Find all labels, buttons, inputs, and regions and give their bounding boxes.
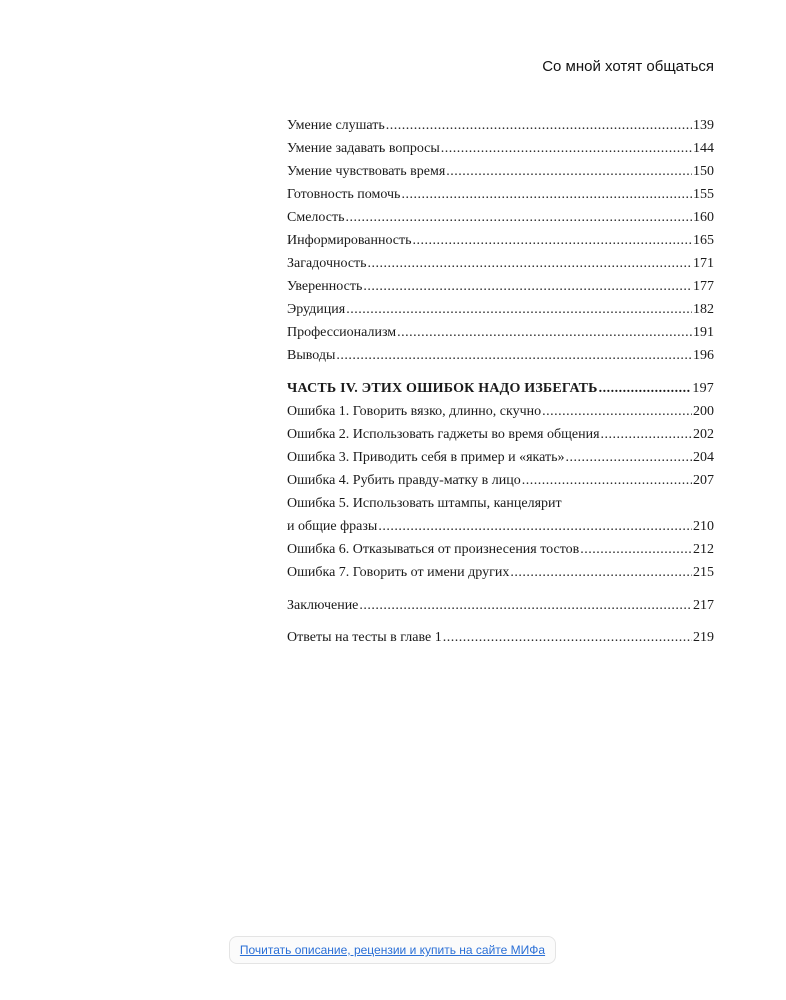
toc-entry-label: Ошибка 6. Отказываться от произнесения тостов [287, 542, 580, 557]
toc-entry-page: 217 [693, 598, 714, 613]
toc-entry-page: 196 [693, 348, 714, 363]
toc-leader-dots [401, 183, 692, 206]
toc-entry [287, 561, 714, 584]
toc-entry-page: 165 [693, 233, 714, 248]
toc-leader-dots [580, 538, 692, 561]
toc-entry-label: Заключение [287, 598, 359, 613]
toc-entry-page: 160 [693, 210, 714, 225]
toc-leader-dots [522, 469, 692, 492]
toc-entry-page: 155 [693, 187, 714, 202]
toc-entry [287, 298, 714, 321]
toc-group-part4 [287, 400, 714, 492]
toc-entry-page: 197 [692, 381, 714, 396]
toc-entry-label: Ошибка 3. Приводить себя в пример и «якать» [287, 450, 565, 465]
toc-entry-page: 215 [693, 565, 714, 580]
toc-entry [287, 446, 714, 469]
toc-entry-label: Умение чувствовать время [287, 164, 446, 179]
toc-group-part4-cont [287, 538, 714, 584]
toc-entry-page: 219 [693, 630, 714, 645]
toc-entry-page: 207 [693, 473, 714, 488]
toc-leader-dots [599, 377, 692, 400]
buy-on-mif-link[interactable]: Почитать описание, рецензии и купить на сайте МИФа [229, 936, 556, 964]
toc-entry-label: Уверенность [287, 279, 363, 294]
toc-entry-label: Ошибка 4. Рубить правду-матку в лицо [287, 473, 521, 488]
toc-entry-label: Умение задавать вопросы [287, 141, 440, 156]
toc-leader-dots [346, 298, 692, 321]
toc-leader-dots [359, 594, 692, 617]
toc-entry-page: 210 [693, 519, 714, 534]
toc-entry-label: Ошибка 7. Говорить от имени других [287, 565, 510, 580]
toc-entry-label: Выводы [287, 348, 336, 363]
toc-part-heading [287, 377, 714, 400]
table-of-contents [287, 114, 714, 649]
toc-entry [287, 344, 714, 367]
toc-entry-label: Загадочность [287, 256, 367, 271]
toc-entry [287, 469, 714, 492]
toc-entry-conclusion [287, 594, 714, 617]
toc-entry [287, 423, 714, 446]
toc-entry-page: 200 [693, 404, 714, 419]
toc-entry-label: ЧАСТЬ IV. ЭТИХ ОШИБОК НАДО ИЗБЕГАТЬ [287, 381, 598, 396]
toc-entry [287, 275, 714, 298]
toc-leader-dots [386, 114, 692, 137]
toc-entry [287, 206, 714, 229]
toc-leader-dots [542, 400, 692, 423]
toc-entry-page: 144 [693, 141, 714, 156]
toc-entry-page: 171 [693, 256, 714, 271]
toc-entry-label: Эрудиция [287, 302, 346, 317]
toc-entry-label: Информированность [287, 233, 412, 248]
toc-entry [287, 538, 714, 561]
toc-leader-dots [443, 626, 692, 649]
toc-entry-label: Готовность помочь [287, 187, 401, 202]
toc-entry-page: 212 [693, 542, 714, 557]
toc-leader-dots [510, 561, 692, 584]
toc-entry-label: Профессионализм [287, 325, 397, 340]
toc-leader-dots [446, 160, 692, 183]
toc-entry-page: 150 [693, 164, 714, 179]
toc-entry-label: Умение слушать [287, 118, 385, 133]
toc-entry-label-line2: и общие фразы [287, 519, 378, 534]
toc-group-part3 [287, 114, 714, 367]
toc-leader-dots [397, 321, 692, 344]
toc-leader-dots [368, 252, 692, 275]
toc-entry-page: 139 [693, 118, 714, 133]
toc-entry [287, 321, 714, 344]
toc-entry-answers [287, 626, 714, 649]
toc-entry-page: 202 [693, 427, 714, 442]
toc-leader-dots [336, 344, 692, 367]
toc-entry-label: Ответы на тесты в главе 1 [287, 630, 442, 645]
toc-entry-page: 182 [693, 302, 714, 317]
toc-entry-page: 204 [693, 450, 714, 465]
toc-entry [287, 183, 714, 206]
toc-entry-label: Ошибка 2. Использовать гаджеты во время общения [287, 427, 600, 442]
toc-entry [287, 229, 714, 252]
toc-leader-dots [441, 137, 692, 160]
toc-leader-dots [601, 423, 692, 446]
toc-entry-label: Смелость [287, 210, 345, 225]
toc-entry [287, 137, 714, 160]
toc-leader-dots [345, 206, 692, 229]
toc-entry [287, 252, 714, 275]
toc-leader-dots [378, 515, 692, 538]
running-head: Со мной хотят общаться [542, 58, 714, 75]
toc-entry-page: 177 [693, 279, 714, 294]
toc-leader-dots [566, 446, 693, 469]
toc-entry [287, 114, 714, 137]
toc-leader-dots [413, 229, 692, 252]
toc-leader-dots [363, 275, 692, 298]
toc-entry-label-line1: Ошибка 5. Использовать штампы, канцелярит [287, 496, 562, 511]
toc-entry-page: 191 [693, 325, 714, 340]
toc-entry [287, 400, 714, 423]
toc-entry [287, 492, 714, 538]
toc-entry [287, 160, 714, 183]
toc-entry-label: Ошибка 1. Говорить вязко, длинно, скучно [287, 404, 542, 419]
